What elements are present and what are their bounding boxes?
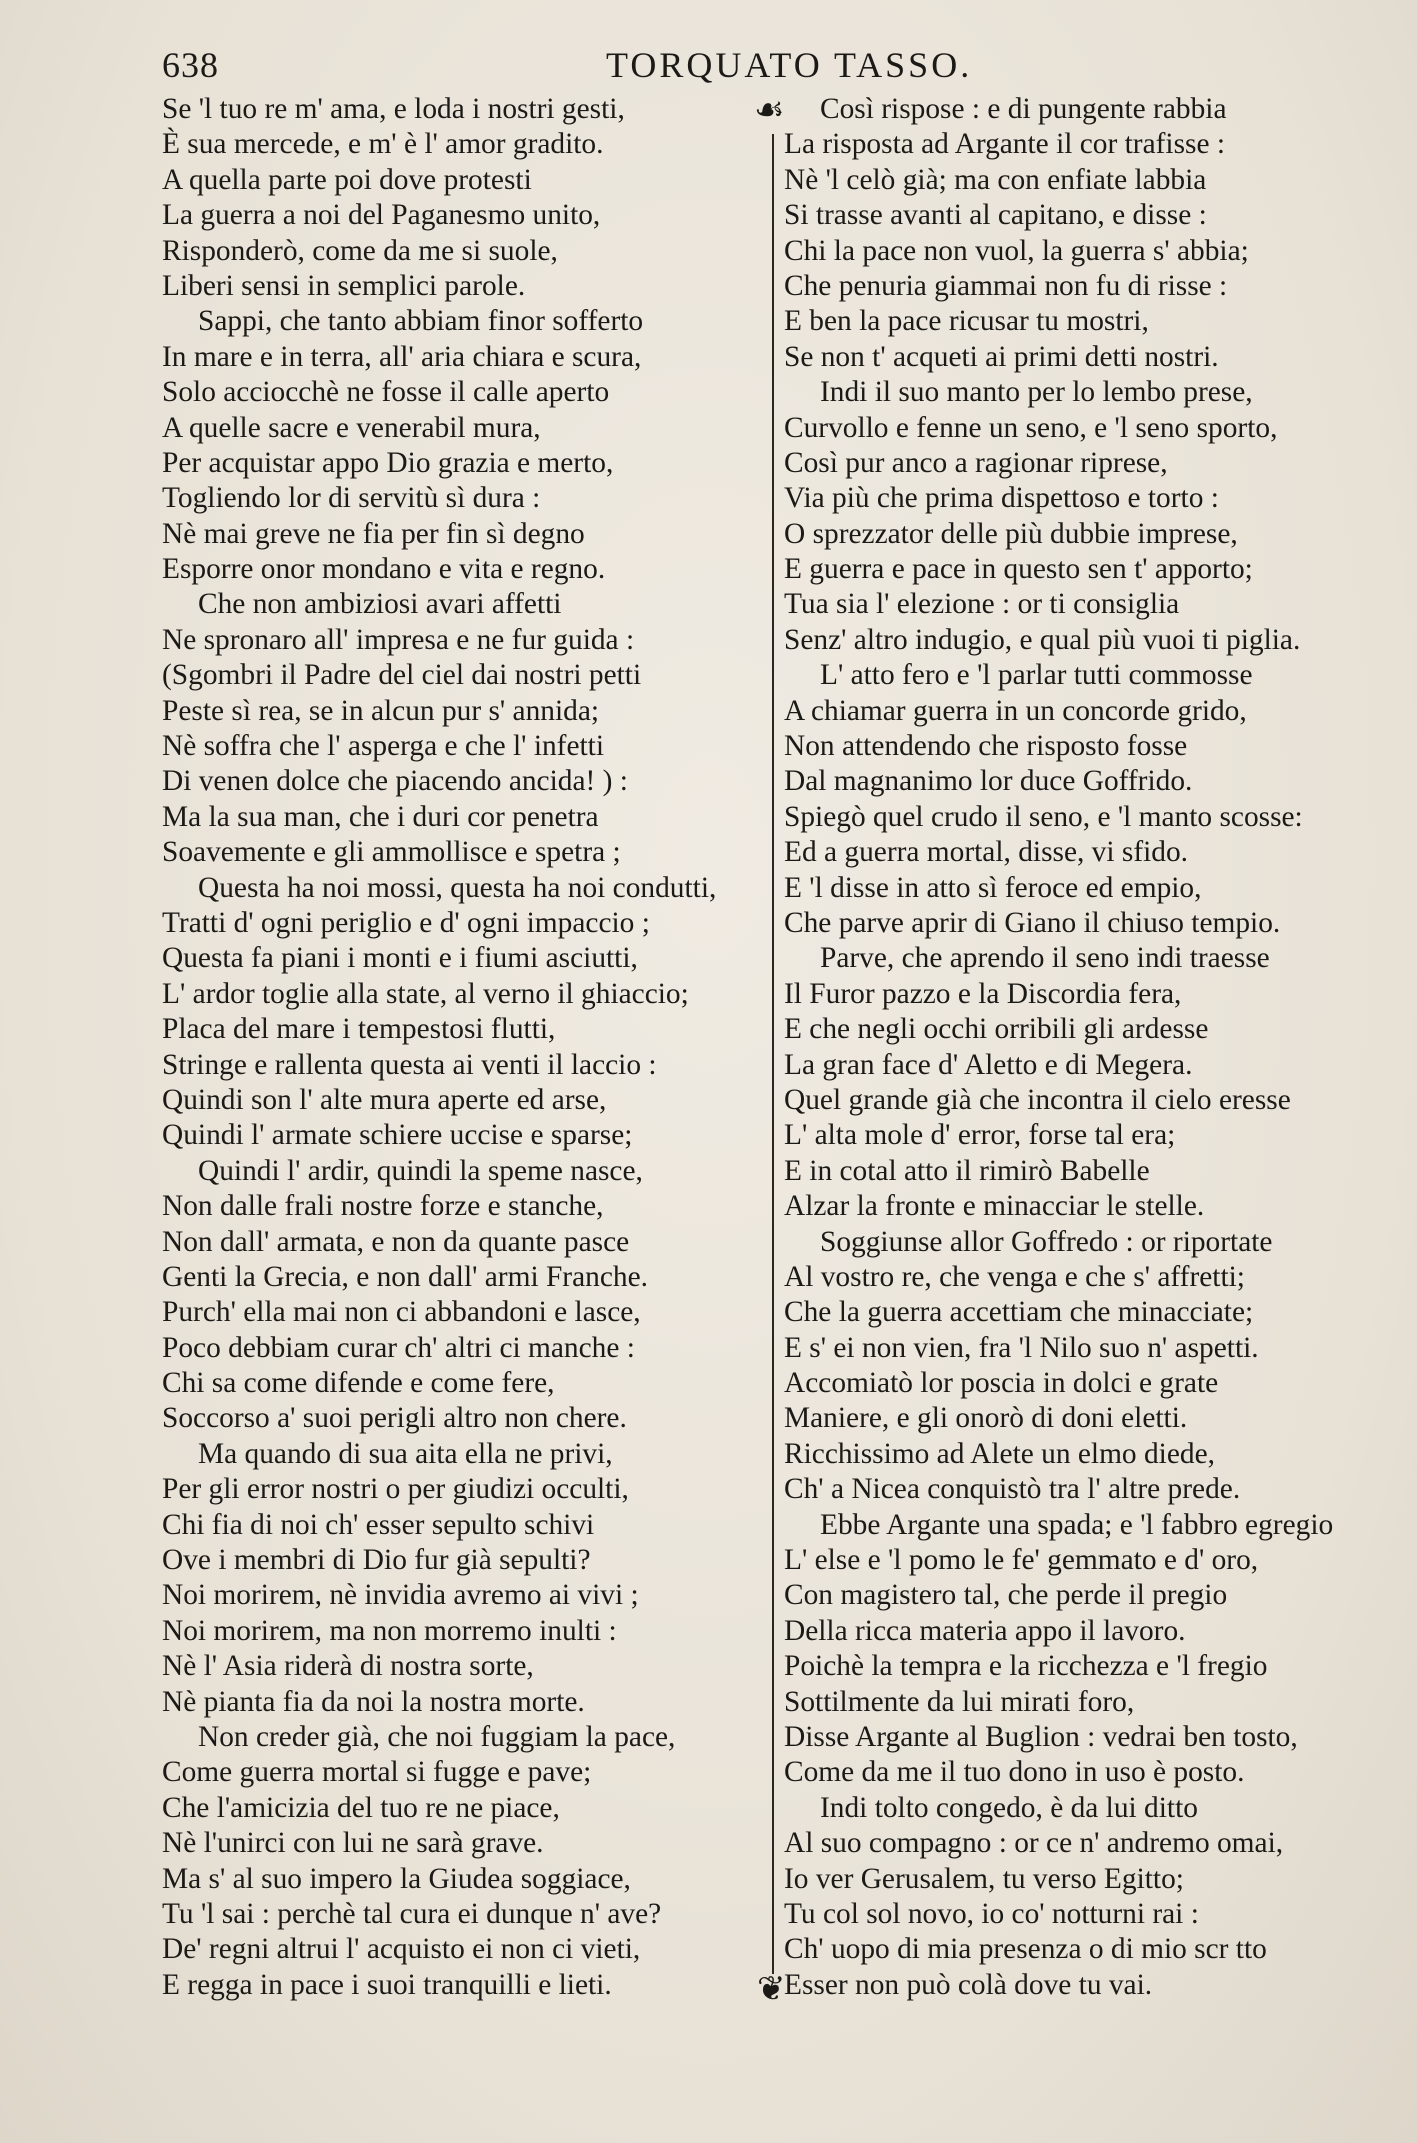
verse-line: A chiamar guerra in un concorde grido,	[784, 694, 1247, 727]
verse-line: La guerra a noi del Paganesmo unito,	[162, 199, 601, 232]
verse-line: Sottilmente da lui mirati foro,	[784, 1685, 1135, 1718]
verse-line: Come guerra mortal si fugge e pave;	[162, 1756, 592, 1789]
verse-line: Togliendo lor di servitù sì dura :	[162, 482, 541, 515]
verse-line: E s' ei non vien, fra 'l Nilo suo n' aspetti.	[784, 1331, 1259, 1364]
verse-line: Placa del mare i tempestosi flutti,	[162, 1013, 556, 1046]
verse-line: E regga in pace i suoi tranquilli e lieti.	[162, 1968, 612, 2001]
verse-line: Chi sa come difende e come fere,	[162, 1367, 555, 1400]
verse-line: Genti la Grecia, e non dall' armi Franche.	[162, 1260, 648, 1293]
verse-line: È sua mercede, e m' è l' amor gradito.	[162, 128, 604, 161]
verse-line: Che la guerra accettiam che minacciate;	[784, 1296, 1254, 1329]
verse-line: Ne spronaro all' impresa e ne fur guida :	[162, 623, 635, 656]
verse-line: Nè 'l celò già; ma con enfiate labbia	[784, 163, 1207, 196]
verse-line: Spiegò quel crudo il seno, e 'l manto scosse:	[784, 800, 1303, 833]
verse-line: Sappi, che tanto abbiam finor sofferto	[198, 305, 644, 338]
verse-line: Quindi son l' alte mura aperte ed arse,	[162, 1083, 607, 1116]
verse-line: Nè l'unirci con lui ne sarà grave.	[162, 1827, 544, 1860]
verse-line: Ch' uopo di mia presenza o di mio scr tto	[784, 1933, 1267, 1966]
verse-line: Stringe e rallenta questa ai venti il laccio :	[162, 1048, 657, 1081]
verse-line: O sprezzator delle più dubbie imprese,	[784, 517, 1238, 550]
verse-line: Che non ambiziosi avari affetti	[198, 588, 562, 621]
verse-line: Maniere, e gli onorò di doni eletti.	[784, 1402, 1188, 1435]
verse-line: Così pur anco a ragionar riprese,	[784, 446, 1168, 479]
verse-line: Ebbe Argante una spada; e 'l fabbro egregio	[820, 1508, 1334, 1541]
verse-line: Ed a guerra mortal, disse, vi sfido.	[784, 836, 1189, 869]
verse-line: Nè pianta fia da noi la nostra morte.	[162, 1685, 585, 1718]
verse-line: Non dalle frali nostre forze e stanche,	[162, 1190, 604, 1223]
verse-line: Tratti d' ogni periglio e d' ogni impaccio ;	[162, 906, 650, 939]
verse-line: Soccorso a' suoi perigli altro non chere.	[162, 1402, 627, 1435]
verse-line: Indi il suo manto per lo lembo prese,	[820, 376, 1253, 409]
verse-line: Parve, che aprendo il seno indi traesse	[820, 942, 1270, 975]
verse-line: Io ver Gerusalem, tu verso Egitto;	[784, 1862, 1184, 1895]
verse-line: Così rispose : e di pungente rabbia	[820, 93, 1227, 125]
verse-line: E in cotal atto il rimirò Babelle	[784, 1154, 1150, 1187]
verse-line: Come da me il tuo dono in uso è posto.	[784, 1756, 1245, 1789]
verse-line: Di venen dolce che piacendo ancida! ) :	[162, 765, 628, 798]
verse-line: Noi morirem, ma non morremo inulti :	[162, 1614, 617, 1647]
page-header	[162, 44, 1377, 94]
verse-line: Dal magnanimo lor duce Goffrido.	[784, 765, 1193, 798]
verse-line: Liberi sensi in semplici parole.	[162, 269, 526, 302]
verse-line: L' else e 'l pomo le fe' gemmato e d' oro,	[784, 1544, 1259, 1577]
verse-line: Peste sì rea, se in alcun pur s' annida;	[162, 694, 600, 727]
verse-line: E 'l disse in atto sì feroce ed empio,	[784, 871, 1202, 904]
verse-line: Ma quando di sua aita ella ne privi,	[198, 1437, 613, 1470]
verse-line: Chi fia di noi ch' esser sepulto schivi	[162, 1508, 595, 1541]
verse-line: Chi la pace non vuol, la guerra s' abbia;	[784, 234, 1249, 267]
verse-line: Purch' ella mai non ci abbandoni e lasce,	[162, 1296, 641, 1329]
verse-line: Noi morirem, nè invidia avremo ai vivi ;	[162, 1579, 639, 1612]
verse-line: Non creder già, che noi fuggiam la pace,	[198, 1720, 676, 1753]
verse-line: Solo acciocchè ne fosse il calle aperto	[162, 376, 610, 409]
verse-line: A quelle sacre e venerabil mura,	[162, 411, 541, 444]
fleuron-ornament-top: ☙	[754, 92, 785, 129]
verse-line: Quindi l' armate schiere uccise e sparse;	[162, 1119, 633, 1152]
verse-line: Al suo compagno : or ce n' andremo omai,	[784, 1827, 1284, 1860]
verse-line: Il Furor pazzo e la Discordia fera,	[784, 977, 1182, 1010]
verse-line: Esporre onor mondano e vita e regno.	[162, 553, 606, 586]
page-number: 638	[162, 45, 219, 85]
verse-line: Soggiunse allor Goffredo : or riportate	[820, 1225, 1273, 1258]
verse-line: Ove i membri di Dio fur già sepulti?	[162, 1544, 591, 1577]
verse-line: Se 'l tuo re m' ama, e loda i nostri gesti,	[162, 93, 625, 125]
verse-line: Che penuria giammai non fu di risse :	[784, 269, 1228, 302]
verse-line: Nè mai greve ne fia per fin sì degno	[162, 517, 585, 550]
verse-line: L' alta mole d' error, forse tal era;	[784, 1119, 1176, 1152]
verse-line: Nè l' Asia riderà di nostra sorte,	[162, 1650, 534, 1683]
verse-line: Senz' altro indugio, e qual più vuoi ti piglia.	[784, 623, 1301, 656]
left-verse-column	[162, 92, 762, 2003]
verse-line: Ch' a Nicea conquistò tra l' altre prede.	[784, 1473, 1241, 1506]
verse-line: Indi tolto congedo, è da lui ditto	[820, 1791, 1198, 1824]
verse-line: A quella parte poi dove protesti	[162, 163, 532, 196]
verse-line: Al vostro re, che venga e che s' affretti;	[784, 1260, 1245, 1293]
fleuron-ornament-bottom: ❦	[757, 1971, 786, 2008]
verse-line: Della ricca materia appo il lavoro.	[784, 1614, 1186, 1647]
verse-line: Non attendendo che risposto fosse	[784, 730, 1188, 763]
verse-line: E guerra e pace in questo sen t' apporto;	[784, 553, 1253, 586]
verse-line: Poco debbiam curar ch' altri ci manche :	[162, 1331, 635, 1364]
verse-line: La gran face d' Aletto e di Megera.	[784, 1048, 1193, 1081]
verse-line: Questa ha noi mossi, questa ha noi condutti,	[198, 871, 717, 904]
verse-line: Risponderò, come da me si suole,	[162, 234, 558, 267]
verse-line: L' atto fero e 'l parlar tutti commosse	[820, 659, 1253, 692]
verse-line: Nè soffra che l' asperga e che l' infetti	[162, 730, 605, 763]
verse-line: Che l'amicizia del tuo re ne piace,	[162, 1791, 560, 1824]
verse-line: Ma la sua man, che i duri cor penetra	[162, 800, 599, 833]
verse-line: Quel grande già che incontra il cielo eresse	[784, 1083, 1291, 1116]
verse-line: Si trasse avanti al capitano, e disse :	[784, 199, 1207, 232]
verse-line: Per acquistar appo Dio grazia e merto,	[162, 446, 614, 479]
verse-line: Ma s' al suo impero la Giudea soggiace,	[162, 1862, 631, 1895]
verse-line: L' ardor toglie alla state, al verno il ghiaccio;	[162, 977, 689, 1010]
verse-line: Questa fa piani i monti e i fiumi asciutti,	[162, 942, 638, 975]
verse-line: Curvollo e fenne un seno, e 'l seno sporto,	[784, 411, 1278, 444]
verse-line: De' regni altrui l' acquisto ei non ci vieti,	[162, 1933, 641, 1966]
verse-line: Poichè la tempra e la ricchezza e 'l fregio	[784, 1650, 1268, 1683]
verse-line: Alzar la fronte e minacciar le stelle.	[784, 1190, 1205, 1223]
verse-line: Soavemente e gli ammollisce e spetra ;	[162, 836, 621, 869]
running-title: TORQUATO TASSO.	[606, 45, 973, 85]
verse-line: Con magistero tal, che perde il pregio	[784, 1579, 1228, 1612]
verse-line: Esser non può colà dove tu vai.	[784, 1968, 1153, 2001]
verse-line: Quindi l' ardir, quindi la speme nasce,	[198, 1154, 643, 1187]
verse-line: Disse Argante al Buglion : vedrai ben tosto,	[784, 1720, 1298, 1753]
verse-line: Via più che prima dispettoso e torto :	[784, 482, 1219, 515]
verse-line: Se non t' acqueti ai primi detti nostri.	[784, 340, 1219, 373]
verse-line: Non dall' armata, e non da quante pasce	[162, 1225, 630, 1258]
right-verse-column	[784, 92, 1384, 2003]
verse-line: In mare e in terra, all' aria chiara e scura,	[162, 340, 642, 373]
verse-line: E che negli occhi orribili gli ardesse	[784, 1013, 1209, 1046]
verse-line: Tu 'l sai : perchè tal cura ei dunque n' ave?	[162, 1897, 662, 1930]
verse-line: Tu col sol novo, io co' notturni rai :	[784, 1897, 1199, 1930]
verse-line: (Sgombri il Padre del ciel dai nostri petti	[162, 659, 642, 692]
verse-line: Che parve aprir di Giano il chiuso tempio.	[784, 906, 1281, 939]
verse-line: Tua sia l' elezione : or ti consiglia	[784, 588, 1180, 621]
verse-line: La risposta ad Argante il cor trafisse :	[784, 128, 1226, 161]
column-divider-rule	[772, 134, 774, 1974]
verse-line: Per gli error nostri o per giudizi occulti,	[162, 1473, 629, 1506]
verse-line: Ricchissimo ad Alete un elmo diede,	[784, 1437, 1215, 1470]
verse-line: E ben la pace ricusar tu mostri,	[784, 305, 1149, 338]
verse-line: Accomiatò lor poscia in dolci e grate	[784, 1367, 1219, 1400]
